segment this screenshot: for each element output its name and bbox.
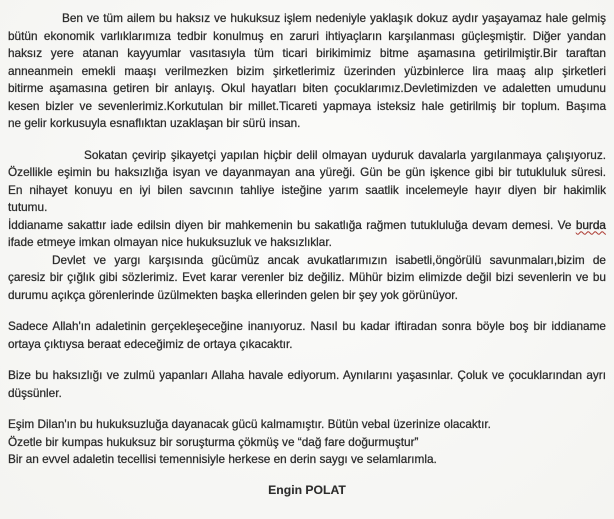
paragraph <box>8 416 606 434</box>
text-line: İddianame sakattır iade edilsin diyen bir mahkemenin bu sakatlığa rağmen tutukluluğa devam demesi. Ve burda <box>8 217 606 232</box>
document-body <box>8 10 606 469</box>
text-line: ifade etmeye imkan olmayan nice hukuksuzluk ve haksızlıklar. <box>8 235 332 249</box>
text-line: düşsünler. <box>8 385 62 400</box>
text-line: ne gelir korkusuyla esnaflıktan uzaklaşan bir sürü insan. <box>8 116 301 130</box>
text-line: kesen bizler ve sevenlerimiz.Korkutulan bir millet.Ticareti yapmaya isteksiz hale getirilmiş bir toplum. Başıma <box>8 98 606 113</box>
text-line: anneanmein emekli maaşı verilmezken bizim şirketlerimiz üzerinden yüzbinlerce lira maaş alıp şirketleri <box>8 63 606 78</box>
text-line: Sadece Allah'ın adaletinin gerçekleşeceğine inanıyoruz. Nasıl bu kadar iftiradan sonra böyle boş bir iddianame <box>8 319 606 333</box>
paragraph <box>8 434 606 452</box>
paragraph <box>8 451 606 469</box>
paragraph <box>8 10 606 133</box>
text-line: bütün ekonomik varlıklarımıza tedbir konulmuş en zaruri ihtiyaçların karşılanması güçleşmiştir. Diğer yandan <box>8 28 606 43</box>
text-line: haksız yere atanan kayyumlar vasıtasıyla tüm ticari birikimimiz bitme aşamasına getirilmiştir.Bir taraftan <box>8 46 606 60</box>
text-line: tutumu. <box>8 200 48 214</box>
paragraph <box>8 318 606 353</box>
text-line: Bir an evvel adaletin tecellisi temennisiyle herkese en derin saygı ve selamlarımla. <box>8 452 437 466</box>
text-line: Sokatan çevirip şikayetçi yapılan hiçbir delil olmayan uyduruk davalarla yargılanmaya çalışıyoruz. <box>84 147 606 162</box>
text-line: En nihayet konuyu en iyi bilen savcının tahliye isteğine yarım saatlik incelemeyle hayır diyen bir hakimlik <box>8 182 606 197</box>
paragraph <box>8 147 606 252</box>
text-line: Ben ve tüm ailem bu haksız ve hukuksuz işlem nedeniyle yaklaşık dokuz aydır yaşayamaz hale gelmiş <box>62 11 606 25</box>
text-line: Bize bu haksızlığı ve zulmü yapanları Allaha havale ediyorum. Aynılarını yaşasınlar. Çoluk ve çocuklarından ayrı <box>8 368 606 382</box>
text-line: Eşim Dilan'ın bu hukuksuzluğa dayanacak gücü kalmamıştır. Bütün vebal üzerinize olacaktır. <box>8 417 491 431</box>
signature-name: Engin POLAT <box>268 482 346 497</box>
text-line: Devlet ve yargı karşısında gücümüz ancak avukatlarımızın isabetli,öngörülü savunmaları,bizim de <box>52 252 606 267</box>
misspelled-word-underline: burda <box>575 217 606 232</box>
text-line: Özetle bir kumpas hukuksuz bir soruşturma çökmüş ve “dağ fare doğurmuştur” <box>8 434 419 449</box>
text-line: bitirme aşamasına getiren bir anlayış. Okul hayatları biten çocuklarımız.Devletimizden ve adaletten umudunu <box>8 81 606 95</box>
text-line: Özellikle eşimin bu haksızlığa isyan ve dayanmayan ana yüreği. Gün be gün işkence gibi bir tutukluluk süresi. <box>8 165 606 179</box>
text-line: ortaya çıktıysa beraat edeceğimiz de ortaya çıkacaktır. <box>8 336 293 351</box>
paragraph <box>8 252 606 305</box>
paragraph <box>8 367 606 402</box>
text-line: durumu açıkça görenlerinde üzülmekten başka ellerinden gelen bir şey yok görünüyor. <box>8 287 458 302</box>
text-line: çaresiz bir çığlık gibi sözlerimiz. Evet karar verenler biz değiliz. Mühür bizim elimizde değil bizi sevenlerin ve bu <box>8 270 606 284</box>
